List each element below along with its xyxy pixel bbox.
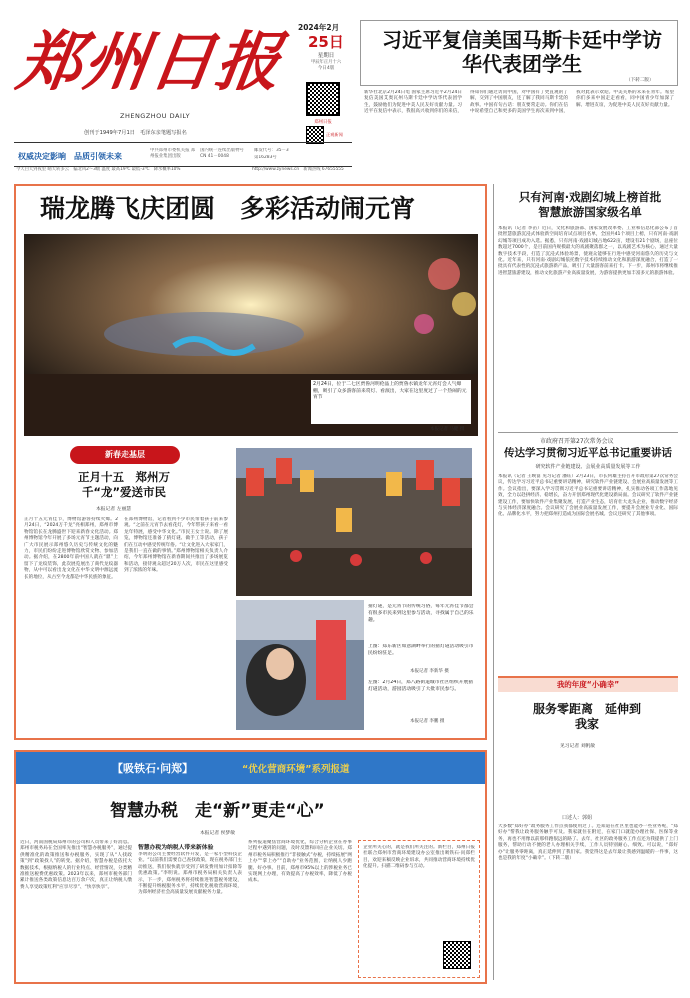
right2-kicker: 市政府召开第27次常务会议 bbox=[540, 438, 614, 445]
weather-line: 今天白天到夜里 晴天转多云 偏北风2～3级 温度 最高19℃ 最低-3℃ 降水概率10% bbox=[16, 167, 181, 172]
feature-photo-lanterns bbox=[236, 448, 472, 596]
date-block bbox=[298, 22, 354, 71]
special-col2-title: 智慧办税为纳税人带来新体验 bbox=[138, 845, 214, 851]
feature-tag-label: 新春走基层 bbox=[105, 450, 145, 459]
date-day: 25日 bbox=[308, 33, 344, 51]
postal-code: 邮发代号：35－3 bbox=[254, 148, 289, 153]
column-box bbox=[498, 676, 678, 982]
column-body: 大多数“郑好办”政务服务工作点我都使用过了。还知道在社区里也能办一些业务呢，“郑好办”帮我让政务服务触手可及。我家就住在附近，在家门口就能办理社保、医保等业务，再也不用像以前那样跑很远的路了。去年，社区的政务服务工作点还为我提供了上门服务，帮助行动不便的老人办理相关手续，工作人员特别耐心、细致。可以说，“郑好办”让服务零距离，真正延伸到了我们家。我觉得这是去年最让我感到温暖的一件事，这也是我的年度“小确幸”。（下转二版） bbox=[498, 824, 678, 862]
date-year-month: 2024年2月 bbox=[298, 23, 340, 32]
right2-sub: 研究软件产业链建设、会展业高质量发展等工作 bbox=[535, 464, 641, 470]
qr-label-zhengguan: 正观新闻 bbox=[326, 132, 343, 137]
feature-credit2: 本报记者 李新华 摄 bbox=[410, 669, 449, 674]
top-story-headline: 习近平复信美国马斯卡廷中学访华代表团学生 bbox=[382, 28, 662, 76]
qr-label-zzrb: 郑州日报 bbox=[314, 120, 332, 125]
page-count: 今日4版 bbox=[317, 66, 335, 71]
right2-headline: 传达学习贯彻习近平总书记重要讲话 bbox=[504, 447, 672, 459]
cn-number: 国内统一连续出版物号 CN 41－0048 bbox=[200, 148, 244, 159]
feature-photo-riddle bbox=[236, 600, 364, 730]
special-banner-a: 【吸铁石·问郑】 bbox=[112, 762, 194, 775]
column-headline: 服务零距离 延伸到我家 bbox=[532, 702, 641, 731]
feature-photo-caption2: 上图：郑东新区如意湖畔举行的猜灯谜活动吸引市民纷纷驻足。 bbox=[368, 644, 474, 656]
feature-tag bbox=[70, 446, 180, 464]
lead-credit: 本报记者 马健 摄 bbox=[430, 427, 465, 432]
lead-headline: 瑞龙腾飞庆团圆 多彩活动闹元宵 bbox=[40, 194, 416, 223]
special-col1: 近日，河南国税局郑州市的公司和人员带来了好消息。郑州市税务局在全国率先推出“智慧办税服务”，通过提供精准化的政策推送和办税服务，实现了从“人找政策”到“政策找人”的转变。据介绍，智慧办税是依托大数据技术，根据纳税人的行业特点、经营情况，分类精准推送税费优惠政策。2023年以来，郑州市税务部门累计推送各类政策信息达百万余户次，真正让纳税人缴费人享受政策红利“应享尽享”、“快享快享”。 bbox=[20, 840, 132, 890]
special-banner bbox=[16, 752, 485, 784]
masthead-logo bbox=[12, 22, 288, 104]
column-tag-label: 我的年度“小确幸” bbox=[556, 680, 620, 689]
top-story-continue: （下转二版） bbox=[626, 78, 654, 83]
lead-caption: 2月24日，位于二七区贾鲁河明伦晶上的贾鲁水镇龙年元宵灯会人气爆棚，吸引了众多游客前来赏灯、看演出，大家在这里度过了一个热闹的元宵节 bbox=[311, 380, 471, 424]
slogan-a: 权威决定影响 bbox=[18, 152, 66, 161]
feature-headline: 正月十五 郑州万千“龙”爱送市民 bbox=[78, 470, 170, 499]
serial-number: 第16283号 bbox=[254, 155, 277, 160]
right1-body: 本报讯（记者 李苗）近日，文化和旅游部、国家发展改革委、工业和信息化部公布了首批智慧旅游沉浸式体验新空间培育试点项目名单，全国共41个项目上榜，只有河南·戏剧幻城等项目成功入选。据悉，只有河南·戏剧幻城占地622亩，建设有21个剧场，总座位数超过7000个，是目前国内规模最大的戏剧聚落群之一，以戏剧艺术为核心，通过大量数字技术手段，打造了沉浸式体验场景，使观众能够在行进中感受河南悠久的历史与文化。近年来，只有河南·戏剧幻城依托数字技术持续推动文化和旅游深度融合，打造了一批具有代表性的沉浸式旅游新产品，吸引了大量游客前来打卡。下一步，郑州市将继续推进智慧旅游建设，推动文化旅游产业高质量发展，为游客提供更加丰富多元的旅游体验。 bbox=[498, 226, 678, 276]
special-col2: 李明的公司主要经营软件开发，是一家小型科技企业。“以前我们需要自己查找政策，现在税务部门主动推送，我们很快就享受到了研发费用加计扣除等优惠政策。”李明说。郑州市税务局相关负责人表示，下一步，郑州税务将持续推进智慧税务建设，不断提升纳税服务水平，持续优化税收营商环境，为郑州经济社会高质量发展贡献税务力量。 bbox=[138, 852, 242, 896]
top-story-body: 新华社北京2月24日电 国家主席习近平2月24日复信美国艾奥瓦州马斯卡廷中学访华代表团学生，鼓励他们为促进中美人民友好贡献力量。习近平在复信中表示，我很高兴收到你们的来信，得知你们通过访问中国，对中国有了更直观的了解，交到了中国朋友，还了解了我同马斯卡廷的故事。中国有句古话：朋友要常走动。你们在信中说希望自己和更多的美国学生再次来到中国，我对此表示欢迎。中美关系的未来在青年。希望你们多来中国走走看看，同中国青少年加深了解、增进友谊，为促进中美人民友好贡献力量。 bbox=[364, 90, 674, 115]
qr-code-zzrb bbox=[306, 82, 340, 116]
logo-text: 郑州日报 bbox=[12, 25, 288, 100]
right2-body: 本报讯（记者 王映富 见习记者 潘钰）2月23日，市长何雄主持召开市政府第27次常务会议，传达学习习近平总书记重要讲话精神，研究软件产业链建设、会展业高质量发展等工作。会议指出，要深入学习贯彻习近平总书记重要讲话精神，扎实推动各项工作落地见效，全力以赴拼经济、稳增长，奋力开创郑州现代化建设新局面。会议研究了软件产业链建设工作，要加快软件产业集聚发展，打造产业生态，培育壮大龙头企业，推动数字经济与实体经济深度融合。会议研究了会展业高质量发展工作，要提升会展业专业化、国际化、品牌化水平，努力把郑州打造成为国际会展名城。会议还研究了其他事项。 bbox=[498, 474, 678, 518]
feature-col2: 在郑州博物馆，记者看到不少市民带着孩子前来参观。“之前在元宵节去看花灯，今年带孩子来看一看龙年特展，感受中华文化。”市民王女士说。除了展览，博物馆还准备了猜灯谜、做手工等活动，孩子们在互动中感受传统年俗。“让文化进入大家家门，是我们一直在做的事情。”郑州博物馆相关负责人介绍，今年郑州博物馆在新春期间共推出了多场展览和活动，接待观众超过20万人次，市民在这里感受到了浓浓的年味。 bbox=[124, 517, 228, 574]
feature-reporter: 本报记者 左丽慧 bbox=[96, 507, 132, 512]
column-reporter: 见习记者 刘帆敏 bbox=[560, 744, 596, 749]
column-tag bbox=[498, 676, 678, 692]
feature-photo-caption1: 猜灯谜，是元宵节的传统习俗，每年元宵佳节都会有很多市民来到这里参与活动，寻找属于自己的乐趣。 bbox=[368, 604, 474, 623]
slogan-b: 品质引领未来 bbox=[74, 152, 122, 161]
special-note: 企业所关心的，就是我们所关注的。新栏目，郑州日报社联合郑州市营商环境建设办公室推出吸铁石·问郑栏目，欢迎来稿反映企业诉求，共同推动营商环境持续优化提升。扫描二维码参与互动。 bbox=[363, 845, 475, 870]
publisher-line: 中共郑州市委机关报 郑州报业集团出版 bbox=[150, 148, 196, 159]
logo-english: ZHENGZHOU DAILY bbox=[120, 112, 191, 120]
founded-line: 创刊于1949年7月1日 毛泽东亲笔题写报名 bbox=[84, 130, 187, 136]
special-headline: 智慧办税 走“新”更走“心” bbox=[110, 801, 325, 821]
special-reporter: 本报记者 侯梦敏 bbox=[200, 831, 236, 836]
feature-col1: 正月十五元宵佳节，博物馆游客持续火爆。2月24日，“2024万千龙”亮相郑州，郑州市博物馆馆长在龙腾盛世下迎来新春文化活动。郑州博物馆今年开展了多场元宵节主题活动，向广大市民展示郑州悠久历史与传统文化的魅力，市民们纷纷走进博物馆欣赏文物、参加活动。据介绍，在2800年前中国人就在“鼎”上留下了龙纹装饰，此次展览展出了商代龙纹器物，从中可以看出龙文化在中华文明中源远流长的地位，从古至今龙都是中华民族的象征。 bbox=[24, 517, 118, 580]
top-story bbox=[360, 20, 678, 176]
special-banner-b: “优化营商环境”系列报道 bbox=[242, 764, 350, 775]
special-note-box bbox=[358, 840, 480, 978]
feature-credit3: 本报记者 李鹏 摄 bbox=[410, 719, 445, 724]
special-col3: 系列报道聚焦营商环境优化，综合分析企业在办事过程中遇到的问题，及时反馈和回应企业关切。郑州市税务局积极推行“非接触式”办税，持续拓展“网上办”“掌上办”“自助办”业务范围，让纳税人少跑腿、好办事。目前，郑州市95%以上的涉税业务已实现网上办理，有效提高了办税效率，降低了办税成本。 bbox=[248, 840, 352, 884]
feature-photo-caption3: 左图：2月24日，郑八路街道城市社区组织开展猜灯谜活动，游园活动吸引了大批市民参与。 bbox=[368, 680, 474, 692]
website-line[interactable]: http://www.zynews.cn 新闻热线 67655555 bbox=[252, 167, 344, 172]
right1-headline: 只有河南·戏剧幻城上榜首批智慧旅游国家级名单 bbox=[518, 190, 662, 219]
weekday: 星期日 bbox=[317, 53, 335, 59]
special-qr-code bbox=[443, 941, 471, 969]
lunar-date: 甲辰年正月十六 bbox=[310, 60, 342, 65]
column-speaker: 口述人：郭姐 bbox=[562, 815, 593, 821]
